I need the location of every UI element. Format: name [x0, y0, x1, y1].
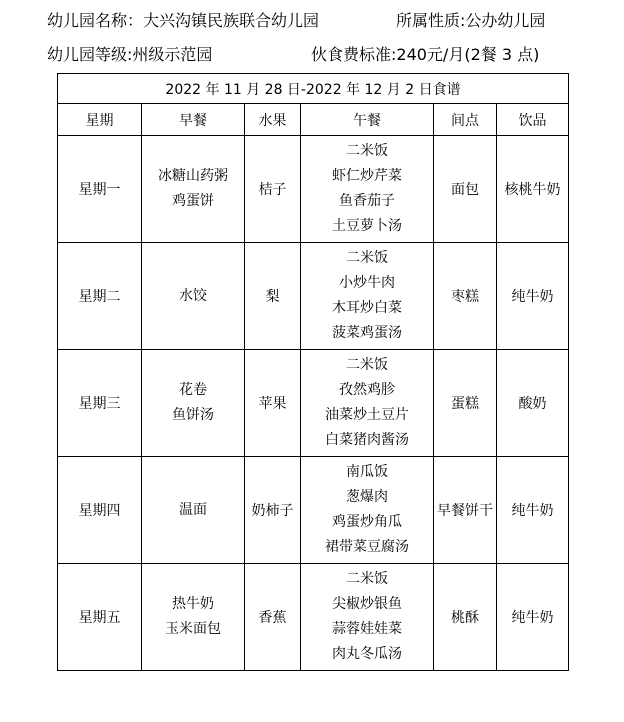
column-header-row — [58, 104, 569, 136]
lunch-item: 裙带菜豆腐汤 — [325, 539, 409, 555]
lunch-item: 南瓜饭 — [346, 464, 388, 480]
table-row — [58, 564, 569, 671]
lunch-item: 二米饭 — [346, 571, 388, 587]
lunch-item: 二米饭 — [346, 250, 388, 266]
fruit-cell: 苹果 — [245, 350, 301, 457]
breakfast-item: 鸡蛋饼 — [172, 193, 214, 209]
breakfast-item: 温面 — [179, 501, 207, 518]
day-cell: 星期四 — [58, 457, 142, 564]
lunch-item: 土豆萝卜汤 — [332, 218, 402, 234]
lunch-cell — [301, 350, 434, 457]
fruit-cell: 梨 — [245, 243, 301, 350]
fruit-cell: 奶柿子 — [245, 457, 301, 564]
breakfast-cell — [142, 136, 245, 243]
snack-cell: 蛋糕 — [434, 350, 497, 457]
table-row — [58, 350, 569, 457]
drink-cell: 纯牛奶 — [497, 457, 569, 564]
school-level: 幼儿园等级:州级示范园 — [47, 45, 213, 64]
breakfast-item: 花卷 — [179, 382, 207, 398]
day-cell: 星期二 — [58, 243, 142, 350]
column-header-lunch: 午餐 — [301, 104, 434, 136]
lunch-cell — [301, 243, 434, 350]
column-header-drink: 饮品 — [497, 104, 569, 136]
weekly-menu-table — [57, 73, 569, 671]
meal-fee: 伙食费标准:240元/月(2餐 3 点) — [311, 45, 540, 64]
column-header-fruit: 水果 — [245, 104, 301, 136]
drink-cell: 纯牛奶 — [497, 564, 569, 671]
lunch-item: 小炒牛肉 — [339, 275, 395, 291]
drink-cell: 纯牛奶 — [497, 243, 569, 350]
fruit-cell: 桔子 — [245, 136, 301, 243]
snack-cell: 桃酥 — [434, 564, 497, 671]
lunch-cell — [301, 136, 434, 243]
lunch-item: 二米饭 — [346, 357, 388, 373]
lunch-cell — [301, 564, 434, 671]
lunch-item: 孜然鸡胗 — [339, 382, 395, 398]
lunch-item: 葱爆肉 — [346, 489, 388, 505]
school-type: 所属性质:公办幼儿园 — [396, 11, 546, 30]
lunch-cell — [301, 457, 434, 564]
lunch-item: 蒜蓉娃娃菜 — [332, 621, 402, 637]
snack-cell: 枣糕 — [434, 243, 497, 350]
breakfast-item: 鱼饼汤 — [172, 407, 214, 423]
breakfast-item: 热牛奶 — [172, 596, 214, 612]
lunch-item: 尖椒炒银鱼 — [332, 596, 402, 612]
lunch-item: 菠菜鸡蛋汤 — [332, 325, 402, 341]
lunch-item: 虾仁炒芹菜 — [332, 168, 402, 184]
lunch-item: 白菜猪肉酱汤 — [325, 432, 409, 448]
school-name: 幼儿园名称：大兴沟镇民族联合幼儿园 — [47, 11, 320, 30]
lunch-item: 鱼香茄子 — [339, 193, 395, 209]
column-header-breakfast: 早餐 — [142, 104, 245, 136]
day-cell: 星期一 — [58, 136, 142, 243]
breakfast-item: 玉米面包 — [165, 621, 221, 637]
snack-cell: 面包 — [434, 136, 497, 243]
table-row — [58, 243, 569, 350]
table-row — [58, 136, 569, 243]
lunch-item: 二米饭 — [346, 143, 388, 159]
breakfast-cell — [142, 564, 245, 671]
breakfast-item: 水饺 — [179, 287, 207, 304]
menu-title-row — [58, 74, 569, 104]
day-cell: 星期五 — [58, 564, 142, 671]
drink-cell: 核桃牛奶 — [497, 136, 569, 243]
lunch-item: 肉丸冬瓜汤 — [332, 646, 402, 662]
lunch-item: 木耳炒白菜 — [332, 300, 402, 316]
lunch-item: 油菜炒土豆片 — [325, 407, 409, 423]
breakfast-cell — [142, 350, 245, 457]
menu-title: 2022 年 11 月 28 日-2022 年 12 月 2 日食谱 — [58, 74, 569, 104]
snack-cell: 早餐饼干 — [434, 457, 497, 564]
column-header-snack: 间点 — [434, 104, 497, 136]
day-cell: 星期三 — [58, 350, 142, 457]
fruit-cell: 香蕉 — [245, 564, 301, 671]
breakfast-cell — [142, 457, 245, 564]
drink-cell: 酸奶 — [497, 350, 569, 457]
breakfast-cell — [142, 243, 245, 350]
table-row — [58, 457, 569, 564]
column-header-day: 星期 — [58, 104, 142, 136]
breakfast-item: 冰糖山药粥 — [158, 168, 228, 184]
lunch-item: 鸡蛋炒角瓜 — [332, 514, 402, 530]
